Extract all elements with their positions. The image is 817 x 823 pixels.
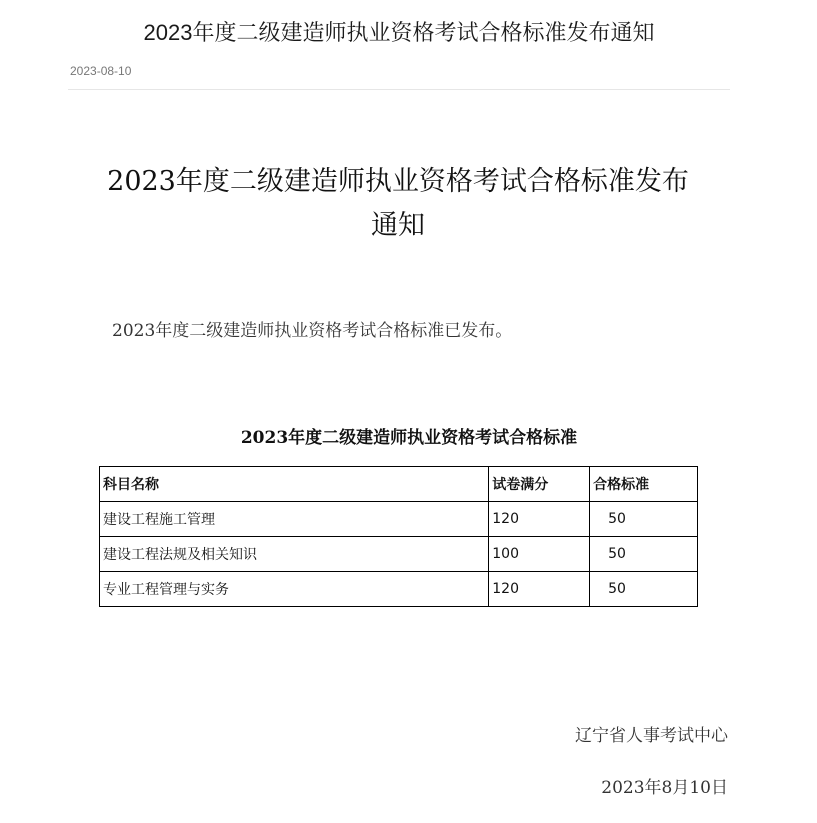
cell-pass-score: 50 [590,537,698,572]
intro-paragraph: 2023年度二级建造师执业资格考试合格标准已发布。 [112,321,513,341]
header-subject: 科目名称 [100,467,489,502]
cell-subject: 建设工程施工管理 [100,502,489,537]
cell-full-score: 120 [489,572,590,607]
cell-full-score: 100 [489,537,590,572]
cell-pass-score: 50 [590,502,698,537]
table-row [100,572,698,607]
pass-standard-table [99,466,698,607]
publish-date: 2023-08-10 [70,64,132,78]
table-row [100,537,698,572]
cell-subject: 建设工程法规及相关知识 [100,537,489,572]
table-caption: 2023年度二级建造师执业资格考试合格标准 [240,428,578,448]
article-title-line-2: 通知 [371,210,425,241]
cell-full-score: 120 [489,502,590,537]
article-title-line-1: 2023年度二级建造师执业资格考试合格标准发布 [107,166,689,197]
cell-pass-score: 50 [590,572,698,607]
signature-date: 2023年8月10日 [601,778,728,798]
article-title [60,160,736,248]
cell-subject: 专业工程管理与实务 [100,572,489,607]
header-divider [68,89,730,90]
table-row [100,502,698,537]
table-header-row [100,467,698,502]
header-full-score: 试卷满分 [489,467,590,502]
page-header-title: 2023年度二级建造师执业资格考试合格标准发布通知 [143,20,655,45]
header-pass-score: 合格标准 [590,467,698,502]
signature-organization: 辽宁省人事考试中心 [575,726,728,746]
